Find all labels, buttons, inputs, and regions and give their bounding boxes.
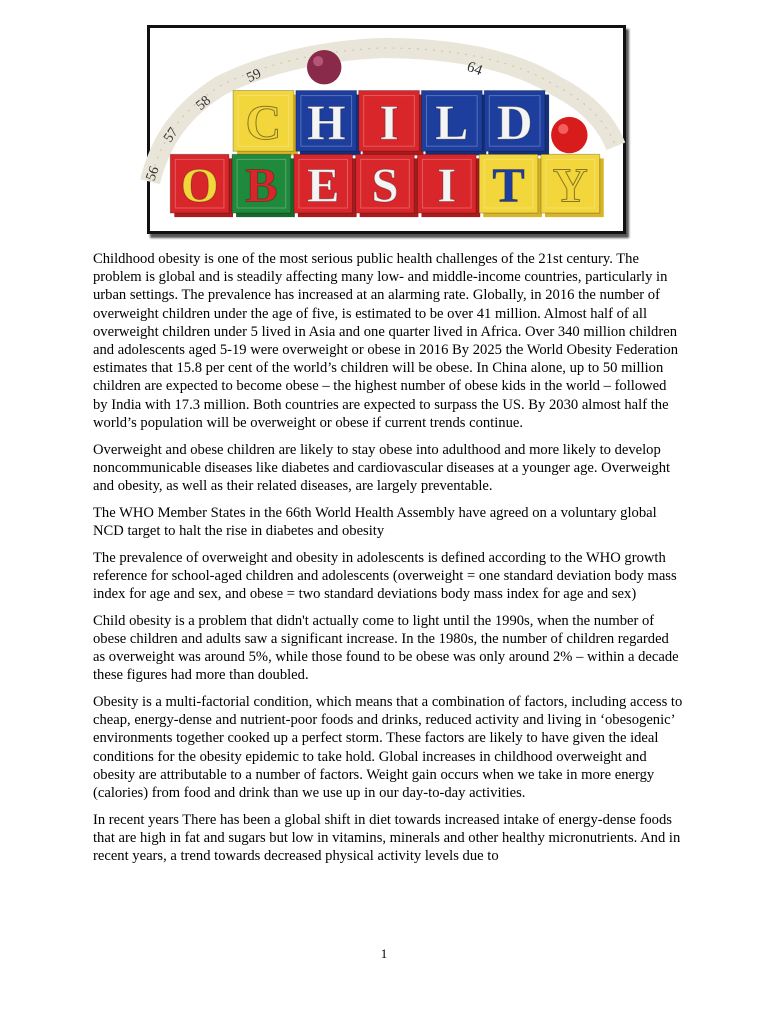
alphabet-blocks-illustration xyxy=(142,28,623,231)
candy-purple xyxy=(307,50,341,84)
paragraph-definition: The prevalence of overweight and obesity in adolescents is defined according to the WHO growth reference for school-aged children and adolescents (overweight = one standard deviation body mass index for age and sex, and obese = two standard deviations body mass index for age and sex) xyxy=(93,549,677,602)
article-body xyxy=(93,250,683,874)
tape-number: 57 xyxy=(160,124,182,146)
letter-block xyxy=(232,154,295,217)
block-letter: S xyxy=(371,158,399,213)
block-letter: C xyxy=(245,95,282,151)
tape-number: 59 xyxy=(244,65,264,87)
paragraph-adulthood: Overweight and obese children are likely to stay obese into adulthood and more likely to develop noncommunicable diseases like diabetes and cardiovascular diseases at a younger age. Overweight and obesity, as well as their related diseases, are largely preventable. xyxy=(93,441,671,494)
letter-block xyxy=(359,91,424,156)
block-letter: B xyxy=(245,158,278,213)
paragraph-factors: Obesity is a multi-factorial condition, which means that a combination of factors, including access to cheap, energy-dense and nutrient-poor foods and drinks, reduced activity and living in ‘obesogenic’ environments together cooked up a perfect storm. These factors are likely to have given the ideal conditions for the obesity epidemic to take hold. Global increases in childhood overweight and obesity are attributable to a number of factors. Weight gain occurs when we take in more energy (calories) from food and drink than we use up in our day-to-day activities. xyxy=(93,693,683,801)
letter-block xyxy=(356,154,419,217)
blocks-row-obesity xyxy=(170,154,603,217)
block-letter: L xyxy=(435,95,469,151)
page-number: 1 xyxy=(380,946,388,961)
blocks-row-child xyxy=(233,91,549,156)
letter-block xyxy=(417,154,480,217)
block-letter: O xyxy=(180,158,219,213)
letter-block xyxy=(233,91,298,156)
block-letter: D xyxy=(496,95,533,151)
candy-red xyxy=(551,117,587,153)
letter-block xyxy=(541,154,604,217)
block-letter: I xyxy=(379,95,399,151)
tape-number: 58 xyxy=(192,92,215,114)
letter-block xyxy=(170,154,233,217)
paragraph-intro: Childhood obesity is one of the most serious public health challenges of the 21st century. The problem is global and is steadily affecting many low- and middle-income countries, particularly in urban settings. The prevalence has increased at an alarming rate. Globally, in 2016 the number of overweight children under the age of five, is estimated to be over 41 million. Almost half of all overweight children under 5 lived in Asia and one quarter lived in Africa. Over 340 million children and adolescents aged 5-19 were overweight or obese in 2016 By 2025 the World Obesity Federation estimates that 15.8 per cent of the world’s children will be obese. In China alone, up to 50 million children are expected to become obese – the highest number of obese kids in the world – followed by India with 17.3 million. Both countries are expected to surpass the US. By 2030 almost half the world’s population will be overweight or obese if current trends continue. xyxy=(93,251,678,431)
letter-block xyxy=(421,91,486,156)
paragraph-history: Child obesity is a problem that didn't actually come to light until the 1990s, when the number of obese children and adults saw a significant increase. In the 1980s, the number of children regarded as overweight was around 5%, while those found to be obese was only around 2% – within a decade these figures had more than doubled. xyxy=(93,612,679,684)
block-letter: H xyxy=(306,95,346,151)
block-letter: T xyxy=(492,158,525,213)
letter-block xyxy=(484,91,549,156)
block-letter: Y xyxy=(552,158,588,213)
paragraph-who-target: The WHO Member States in the 66th World Health Assembly have agreed on a voluntary global NCD target to halt the rise in diabetes and obesity xyxy=(93,504,657,539)
child-obesity-banner-image xyxy=(142,25,626,234)
tape-number: 64 xyxy=(464,58,485,80)
block-letter: E xyxy=(306,158,340,213)
block-letter: I xyxy=(437,158,457,213)
letter-block xyxy=(479,154,542,217)
paragraph-diet-shift: In recent years There has been a global shift in diet towards increased intake of energy-dense foods that are high in fat and sugars but low in vitamins, minerals and other healthy micronutrients. And in recent years, a trend towards decreased physical activity levels due to xyxy=(93,811,681,865)
letter-block xyxy=(294,154,357,217)
tape-number: 56 xyxy=(142,164,163,184)
letter-block xyxy=(296,91,361,156)
